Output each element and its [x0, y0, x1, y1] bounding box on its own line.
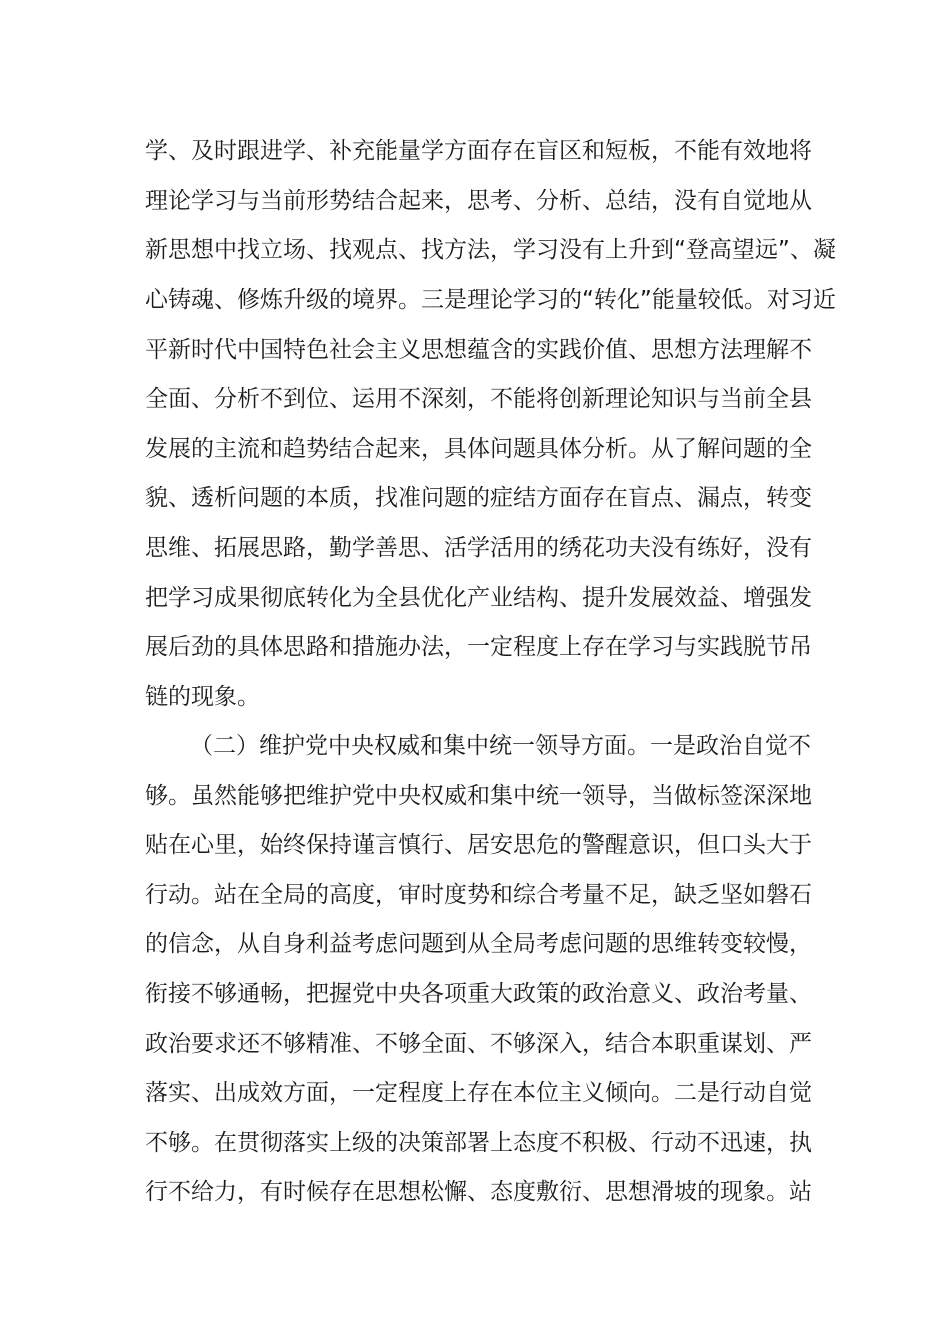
text-line: 全面、分析不到位、运用不深刻，不能将创新理论知识与当前全县	[145, 386, 812, 412]
text-line: 理论学习与当前形势结合起来，思考、分析、总结，没有自觉地从	[145, 188, 812, 214]
text-line: 贴在心里，始终保持谨言慎行、居安思危的警醒意识，但口头大于	[145, 832, 812, 858]
text-line: 思维、拓展思路，勤学善思、活学活用的绣花功夫没有练好，没有	[145, 535, 812, 561]
text-line: 政治要求还不够精准、不够全面、不够深入，结合本职重谋划、严	[145, 1031, 812, 1057]
text-line: 把学习成果彻底转化为全县优化产业结构、提升发展效益、增强发	[145, 585, 812, 611]
text-line: 落实、出成效方面，一定程度上存在本位主义倾向。二是行动自觉	[145, 1080, 812, 1106]
text-line: 不够。在贯彻落实上级的决策部署上态度不积极、行动不迅速，执	[145, 1130, 812, 1156]
text-line: 展后劲的具体思路和措施办法，一定程度上存在学习与实践脱节吊	[145, 634, 812, 660]
text-line: 新思想中找立场、找观点、找方法，学习没有上升到“登高望远”、凝	[145, 237, 836, 263]
text-line: 心铸魂、修炼升级的境界。三是理论学习的“转化”能量较低。对习近	[145, 287, 836, 313]
text-line: 貌、透析问题的本质，找准问题的症结方面存在盲点、漏点，转变	[145, 485, 812, 511]
text-line: （二）维护党中央权威和集中统一领导方面。一是政治自觉不	[190, 733, 811, 759]
text-line: 行动。站在全局的高度，审时度势和综合考量不足，缺乏坚如磐石	[145, 882, 812, 908]
text-line: 发展的主流和趋势结合起来，具体问题具体分析。从了解问题的全	[145, 436, 812, 462]
text-line: 衔接不够通畅，把握党中央各项重大政策的政治意义、政治考量、	[145, 981, 812, 1007]
text-line: 学、及时跟进学、补充能量学方面存在盲区和短板，不能有效地将	[145, 138, 812, 164]
text-line: 链的现象。	[145, 684, 260, 710]
text-line: 行不给力，有时候存在思想松懈、态度敷衍、思想滑坡的现象。站	[145, 1179, 812, 1205]
text-line: 够。虽然能够把维护党中央权威和集中统一领导，当做标签深深地	[145, 783, 812, 809]
text-line: 的信念，从自身利益考虑问题到从全局考虑问题的思维转变较慢，	[145, 931, 812, 957]
text-line: 平新时代中国特色社会主义思想蕴含的实践价值、思想方法理解不	[145, 337, 812, 363]
